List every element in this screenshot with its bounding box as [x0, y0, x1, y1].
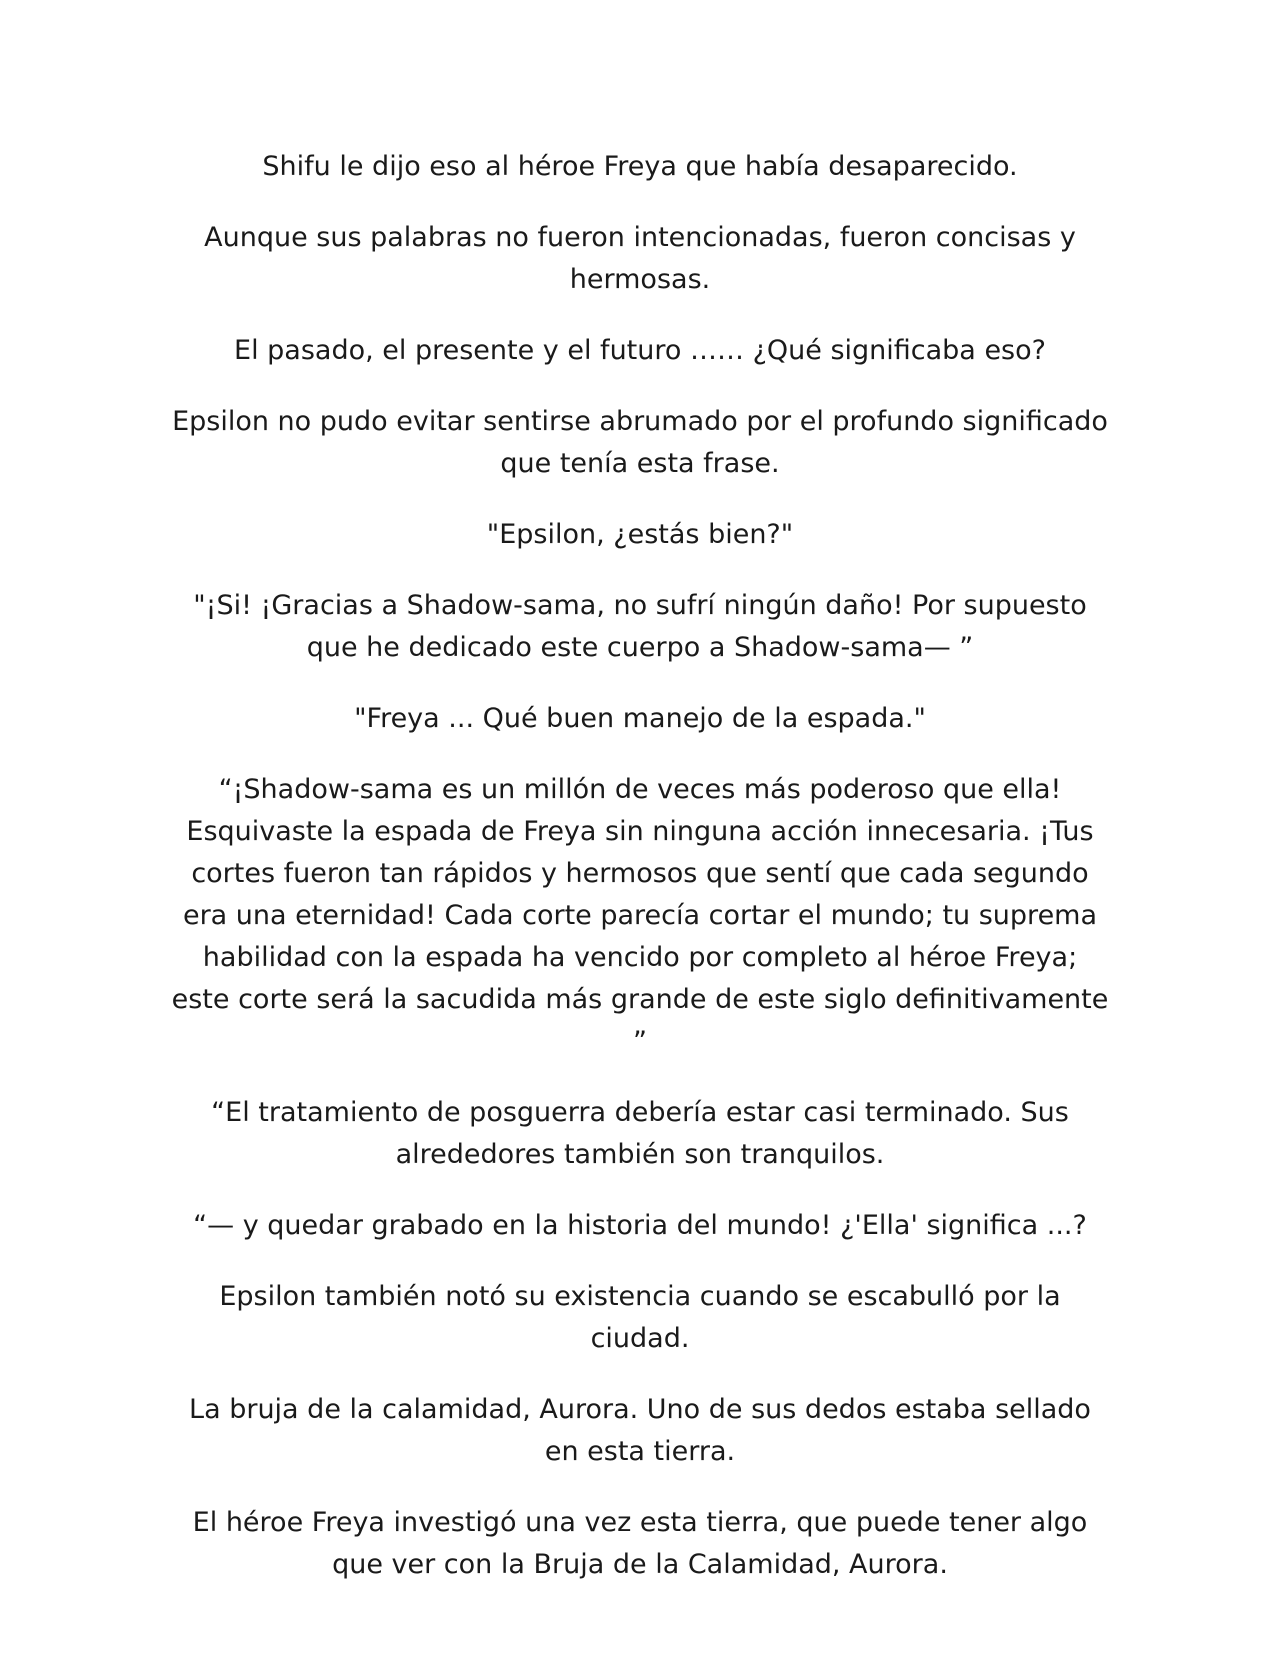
paragraph: “¡Shadow-sama es un millón de veces más poderoso que ella! Esquivaste la espada de Freya sin ninguna acción innecesaria. ¡Tus cortes fueron tan rápidos y hermosos que sentí que cada segundo era una eternidad! Cada corte parecía cortar el mundo; tu suprema habilidad con la espada ha vencido por completo al héroe Freya; este corte será la sacudida más grande de este siglo definitivamente ” [171, 774, 1109, 1057]
paragraph: La bruja de la calamidad, Aurora. Uno de sus dedos estaba sellado en esta tierra. [189, 1394, 1091, 1467]
document-body [170, 146, 1110, 1615]
paragraph: “El tratamiento de posguerra debería estar casi terminado. Sus alrededores también son tranquilos. [211, 1097, 1069, 1170]
paragraph: "Epsilon, ¿estás bien?" [486, 519, 794, 550]
paragraph: Shifu le dijo eso al héroe Freya que había desaparecido. [262, 151, 1018, 182]
paragraph: "Freya ... Qué buen manejo de la espada." [354, 703, 926, 734]
paragraph: Aunque sus palabras no fueron intencionadas, fueron concisas y hermosas. [204, 222, 1076, 295]
paragraph: Epsilon también notó su existencia cuando se escabulló por la ciudad. [219, 1281, 1061, 1354]
paragraph: El pasado, el presente y el futuro …… ¿Qué significaba eso? [234, 335, 1046, 366]
paragraph: “— y quedar grabado en la historia del mundo! ¿'Ella' significa ...? [193, 1210, 1087, 1241]
paragraph: El héroe Freya investigó una vez esta tierra, que puede tener algo que ver con la Bruja de la Calamidad, Aurora. [192, 1507, 1088, 1580]
paragraph: "¡Si! ¡Gracias a Shadow-sama, no sufrí ningún daño! Por supuesto que he dedicado este cuerpo a Shadow-sama— ” [193, 590, 1087, 663]
paragraph: Epsilon no pudo evitar sentirse abrumado por el profundo significado que tenía esta frase. [172, 406, 1108, 479]
